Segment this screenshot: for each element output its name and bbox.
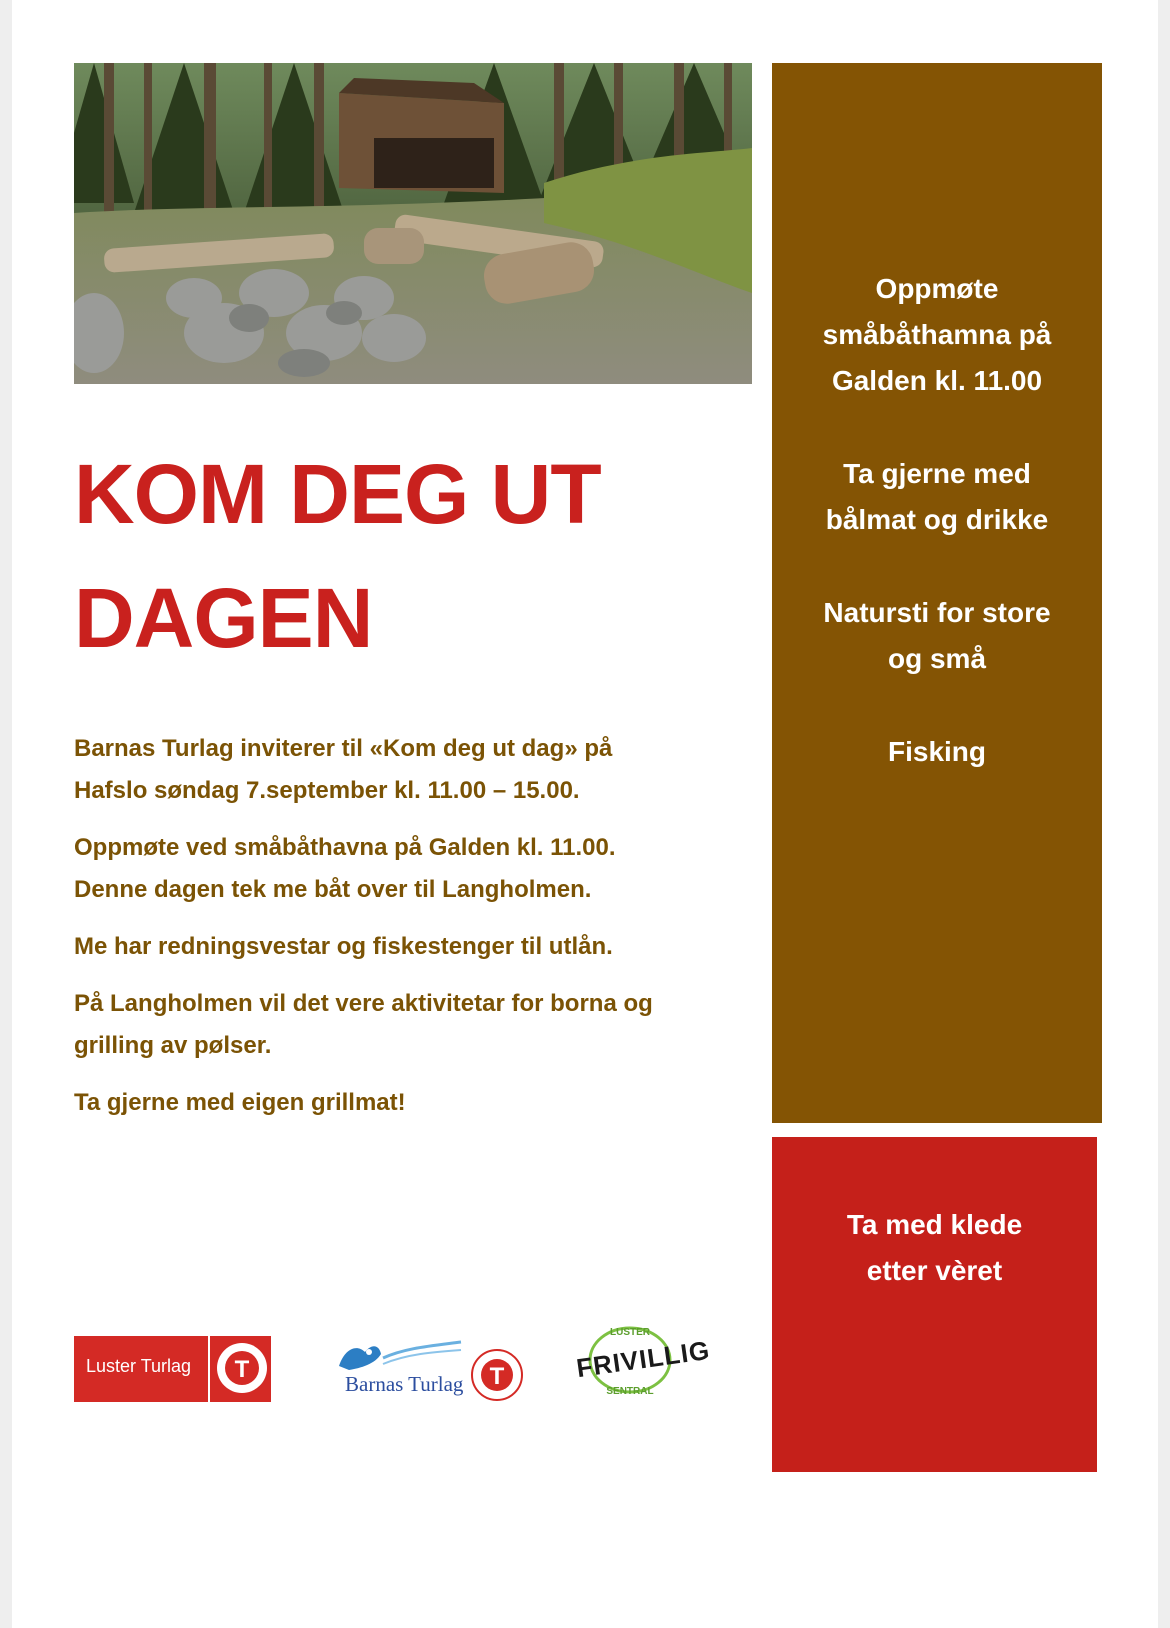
svg-text:T: T (234, 1356, 250, 1383)
paragraph-line: Barnas Turlag inviterer til «Kom deg ut dag» på (74, 735, 613, 762)
info-sidebar (772, 63, 1102, 1123)
logo-name: FRIVILLIG (574, 1334, 713, 1384)
paragraph-line: Me har redningsvestar og fiskestenger til utlån. (74, 933, 613, 960)
flyer-page (12, 0, 1158, 1628)
luster-turlag-logo (74, 1336, 271, 1402)
notice-line: etter vèret (866, 1255, 1003, 1286)
paragraph-line: Hafslo søndag 7.september kl. 11.00 – 15.00. (74, 777, 580, 804)
dnt-t-icon (215, 1341, 269, 1395)
svg-text:LUSTER: LUSTER (610, 1327, 650, 1338)
svg-text:T: T (489, 1363, 505, 1390)
notice-line: Ta med klede (846, 1209, 1023, 1240)
sidebar-item-trail: Natursti for store og små (823, 597, 1051, 674)
invitation-text (74, 728, 754, 1139)
paragraph-line: Ta gjerne med eigen grillmat! (74, 1089, 406, 1116)
logo-divider (208, 1336, 210, 1402)
logo-name: Luster Turlag (86, 1356, 192, 1376)
paragraph (74, 728, 754, 812)
barnas-turlag-logo (335, 1338, 525, 1408)
paragraph-line: Oppmøte ved småbåthavna på Galden kl. 11.00. (74, 834, 616, 861)
paragraph (74, 1082, 754, 1124)
clothing-notice (772, 1137, 1097, 1472)
logo-name: Barnas Turlag (345, 1372, 464, 1396)
sidebar-item-fishing: Fisking (887, 736, 986, 767)
headline-line: DAGEN (74, 571, 373, 665)
sidebar-item-food: Ta gjerne med bålmat og drikke (825, 458, 1049, 535)
paragraph-line: Denne dagen tek me båt over til Langholmen. (74, 876, 592, 903)
paragraph (74, 827, 754, 911)
frivillig-sentral-logo (560, 1320, 713, 1400)
sidebar-item-meeting: Oppmøte småbåthamna på Galden kl. 11.00 (822, 273, 1052, 396)
paragraph (74, 983, 754, 1067)
headline (74, 432, 744, 680)
headline-line: KOM DEG UT (74, 447, 601, 541)
dnt-t-icon (470, 1348, 524, 1402)
paragraph-line: På Langholmen vil det vere aktivitetar for borna og (74, 990, 653, 1017)
fox-icon (335, 1338, 465, 1374)
campsite-photo-image (74, 63, 752, 384)
campsite-photo (74, 63, 752, 384)
svg-text:SENTRAL: SENTRAL (606, 1386, 654, 1397)
paragraph (74, 926, 754, 968)
paragraph-line: grilling av pølser. (74, 1032, 272, 1059)
